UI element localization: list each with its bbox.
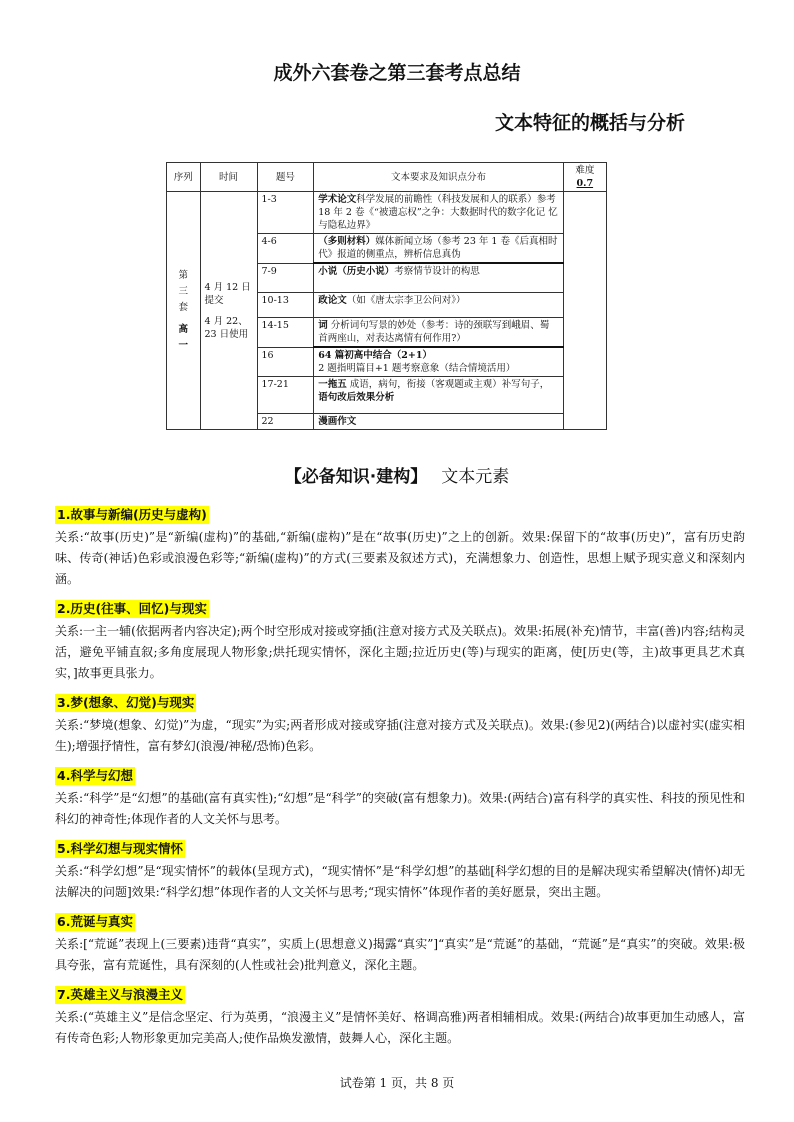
header-time: 时间 <box>200 163 257 192</box>
list-item <box>55 500 745 590</box>
knowledge-list <box>55 500 745 1053</box>
requirement-text: （如《唐太宗李卫公问对》） <box>346 295 466 306</box>
page-title: 成外六套卷之第三套考点总结 <box>273 62 521 84</box>
requirement-cell <box>314 234 563 264</box>
requirement-text: 分析词句写景的妙处（参考：诗的颈联写到峨眉、蜀首两座山，对表达离情有何作用?） <box>318 320 550 344</box>
list-item <box>55 594 745 684</box>
list-item <box>55 907 745 976</box>
requirement-cell <box>314 192 563 234</box>
requirement-type: 词 <box>318 320 328 331</box>
set-cell <box>167 192 201 430</box>
item-title: 6.荒诞与真实 <box>57 914 133 929</box>
header-requirement: 文本要求及知识点分布 <box>314 163 563 192</box>
question-number: 7-9 <box>257 263 314 293</box>
item-text: 关系:“科学”是“幻想”的基础(富有真实性);“幻想”是“科学”的突破(富有想象力)。效果:(两结合)富有科学的真实性、科技的预见性和科幻的神奇性;体现作者的人文关怀与思考。 <box>55 791 745 826</box>
item-text: 关系:“梦境(想象、幻觉)”为虚，“现实”为实;两者形成对接或穿插(注意对接方式及关联点)。效果:(参见2)(两结合)以虚衬实(虚实相生);增强抒情性，富有梦幻(浪漫/神秘/恐怖)色彩。 <box>55 718 745 753</box>
header-seq: 序列 <box>167 163 201 192</box>
requirement-cell <box>314 347 563 377</box>
difficulty-cell <box>563 192 606 430</box>
header-num: 题号 <box>257 163 314 192</box>
requirement-cell <box>314 414 563 430</box>
time-cell <box>200 192 257 430</box>
item-title: 1.故事与新编(历史与虚构) <box>57 507 207 522</box>
table-header-row <box>167 163 607 192</box>
difficulty-label: 难度 <box>575 165 595 176</box>
use-time: 4 月 22、23 日使用 <box>204 315 249 340</box>
item-text: 关系:“故事(历史)”是“新编(虚构)”的基础,“新编(虚构)”是在“故事(历史)”之上的创新。效果:保留下的“故事(历史)”，富有历史韵味、传奇(神话)色彩或浪漫色彩等;“新编(虚构)”的方式(三要素及叙述方式)，充满想象力、创造性，思想上赋予现实意义和深刻内涵。 <box>55 530 745 586</box>
question-number: 17-21 <box>257 377 314 414</box>
item-title: 2.历史(往事、回忆)与现实 <box>57 601 207 616</box>
item-text: 关系:“科学幻想”是“现实情怀”的载体(呈现方式)，“现实情怀”是“科学幻想”的基础[科学幻想的目的是解决现实希望解决(情怀)却无法解决的问题]效果:“科学幻想”体现作者的人文关怀与思考;“现实情怀”体现作者的美好愿景，突出主题。 <box>55 864 745 899</box>
list-item <box>55 834 745 903</box>
question-number: 1-3 <box>257 192 314 234</box>
requirement-text: 2 题指明篇目+1 题考察意象（结合情境活用） <box>318 363 516 374</box>
item-title: 7.英雄主义与浪漫主义 <box>57 987 183 1002</box>
item-text: 关系:(“英雄主义”是信念坚定、行为英勇，“浪漫主义”是情怀美好、格调高雅)两者相辅相成。效果:(两结合)故事更加生动感人，富有传奇色彩;人物形象更加完美高人;使作品焕发激情，鼓舞人心，深化主题。 <box>55 1010 745 1045</box>
item-text: 关系:[“荒诞”表现上(三要素)违背“真实”，实质上(思想意义)揭露“真实”]“真实”是“荒诞”的基础，“荒诞”是“真实”的突破。效果:极具夸张，富有荒诞性，具有深刻的(人性或社会)批判意义，深化主题。 <box>55 937 745 972</box>
exam-info-table <box>166 162 607 430</box>
page-footer: 试卷第 1 页，共 8 页 <box>339 1076 455 1090</box>
section-suffix: 文本元素 <box>441 467 510 487</box>
question-number: 10-13 <box>257 293 314 318</box>
list-item <box>55 688 745 757</box>
question-number: 14-15 <box>257 318 314 348</box>
question-number: 22 <box>257 414 314 430</box>
question-number: 16 <box>257 347 314 377</box>
requirement-type: 政论文 <box>318 295 347 306</box>
list-item <box>55 761 745 830</box>
item-title: 5.科学幻想与现实情怀 <box>57 841 183 856</box>
set-label: 第三套 <box>178 269 188 313</box>
requirement-type: （多则材料） <box>318 236 376 247</box>
requirement-type: 小说（历史小说） <box>318 266 395 277</box>
requirement-type: 一拖五 <box>318 379 347 390</box>
requirement-cell <box>314 377 563 414</box>
item-text: 关系:一主一辅(依据两者内容决定);两个时空形成对接或穿插(注意对接方式及关联点)。效果:拓展(补充)情节，丰富(善)内容;结构灵活，避免平铺直叙;多角度展现人物形象;烘托现实情怀，深化主题;拉近历史(等)与现实的距离，使[历史(等，主)故事更具艺术真实，]故事更具张力。 <box>55 624 745 680</box>
question-number: 4-6 <box>257 234 314 264</box>
item-title: 4.科学与幻想 <box>57 768 133 783</box>
requirement-emphasis: 语句改后效果分析 <box>318 392 395 403</box>
requirement-text: 考察情节设计的构思 <box>394 266 480 277</box>
grade-label: 高一 <box>178 323 188 351</box>
requirement-type: 漫画作文 <box>318 416 357 427</box>
requirement-text: 成语，病句，衔接（客观题或主观）补写句子， <box>346 379 550 390</box>
requirement-cell <box>314 318 563 348</box>
requirement-cell <box>314 263 563 293</box>
section-title: 【必备知识·建构】 <box>284 467 428 487</box>
section-heading <box>0 462 794 487</box>
requirement-text: 媒体新闻立场（参考 23 年 1 卷《后真相时代》报道的侧重点，辨析信息真伪 <box>318 236 558 260</box>
list-item <box>55 980 745 1049</box>
header-difficulty <box>563 163 606 192</box>
item-title: 3.梦(想象、幻觉)与现实 <box>57 695 195 710</box>
table-row <box>167 192 607 234</box>
requirement-cell <box>314 293 563 318</box>
submit-time: 4 月 12 日提交 <box>204 281 251 306</box>
requirement-text: 科学发展的前瞻性（科技发展和人的联系）参考 18 年 2 卷《“被遗忘权”之争：大数据时代的数字化记 忆与隐私边界》 <box>318 194 558 231</box>
page-subtitle: 文本特征的概括与分析 <box>494 112 685 134</box>
requirement-type: 学术论文 <box>318 194 357 205</box>
difficulty-value: 0.7 <box>576 178 594 189</box>
requirement-type: 64 篇初高中结合（2+1） <box>318 350 432 361</box>
